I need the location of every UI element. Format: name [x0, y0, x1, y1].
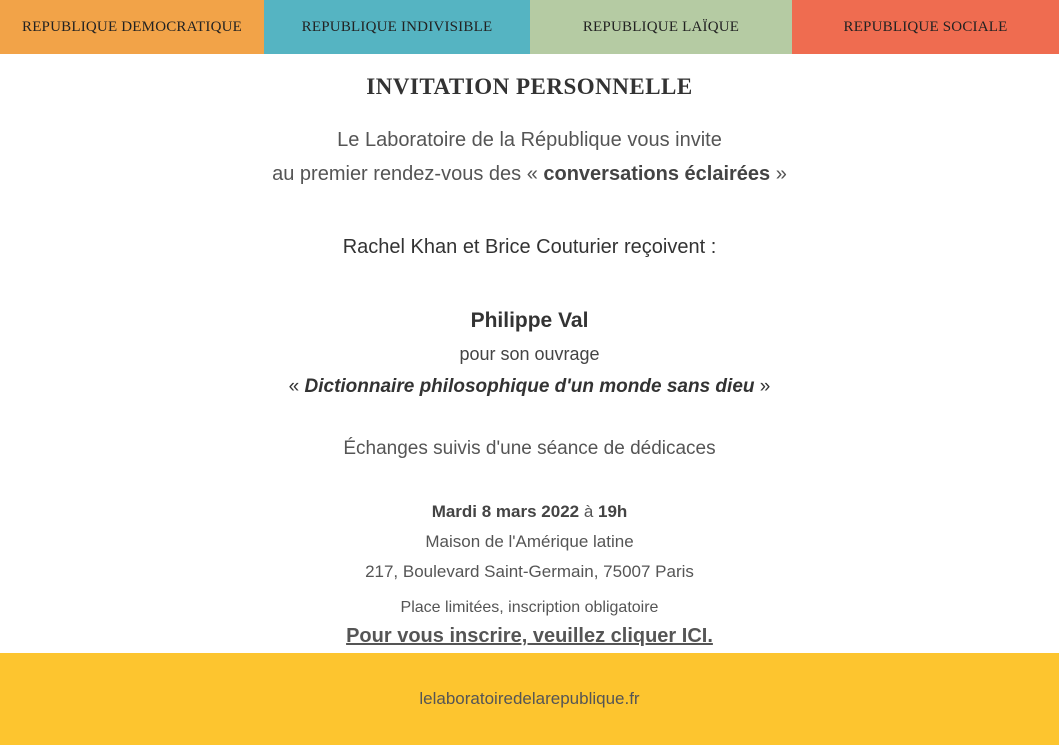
intro-line-2-post: »	[770, 163, 787, 185]
band-laique: REPUBLIQUE LAÏQUE	[530, 0, 792, 54]
event-time: 19h	[598, 502, 628, 521]
band-indivisible: REPUBLIQUE INDIVISIBLE	[264, 0, 530, 54]
band-democratique: REPUBLIQUE DEMOCRATIQUE	[0, 0, 264, 54]
intro-series-name: conversations éclairées	[543, 163, 771, 185]
event-date	[0, 502, 1059, 522]
event-address: 217, Boulevard Saint-Germain, 75007 Paris	[365, 562, 694, 581]
exchanges-line: Échanges suivis d'une séance de dédicaces	[343, 438, 716, 459]
event-venue: Maison de l'Amérique latine	[425, 532, 634, 551]
guest-name: Philippe Val	[470, 309, 589, 332]
footer-band	[0, 653, 1059, 745]
book-title-line	[0, 376, 1059, 398]
book-close-quote: »	[754, 376, 771, 397]
intro-line-2-pre: au premier rendez-vous des «	[272, 163, 544, 185]
intro-line-2	[0, 163, 1059, 186]
hosts-line: Rachel Khan et Brice Couturier reçoivent :	[342, 236, 717, 258]
register-link[interactable]: Pour vous inscrire, veuillez cliquer ICI.	[346, 625, 713, 647]
band-sociale: REPUBLIQUE SOCIALE	[792, 0, 1059, 54]
event-date-mid: à	[579, 502, 599, 521]
intro-line-1: Le Laboratoire de la République vous invite	[337, 129, 722, 151]
book-open-quote: «	[288, 376, 305, 397]
website-link[interactable]: lelaboratoiredelarepublique.fr	[419, 689, 640, 708]
book-title: Dictionnaire philosophique d'un monde sans dieu	[304, 376, 755, 397]
invitation-title: INVITATION PERSONNELLE	[366, 74, 693, 99]
header-bands	[0, 0, 1059, 54]
places-note: Place limitées, inscription obligatoire	[400, 599, 659, 616]
event-date-bold: Mardi 8 mars 2022	[431, 502, 580, 521]
for-work-line: pour son ouvrage	[459, 344, 600, 364]
